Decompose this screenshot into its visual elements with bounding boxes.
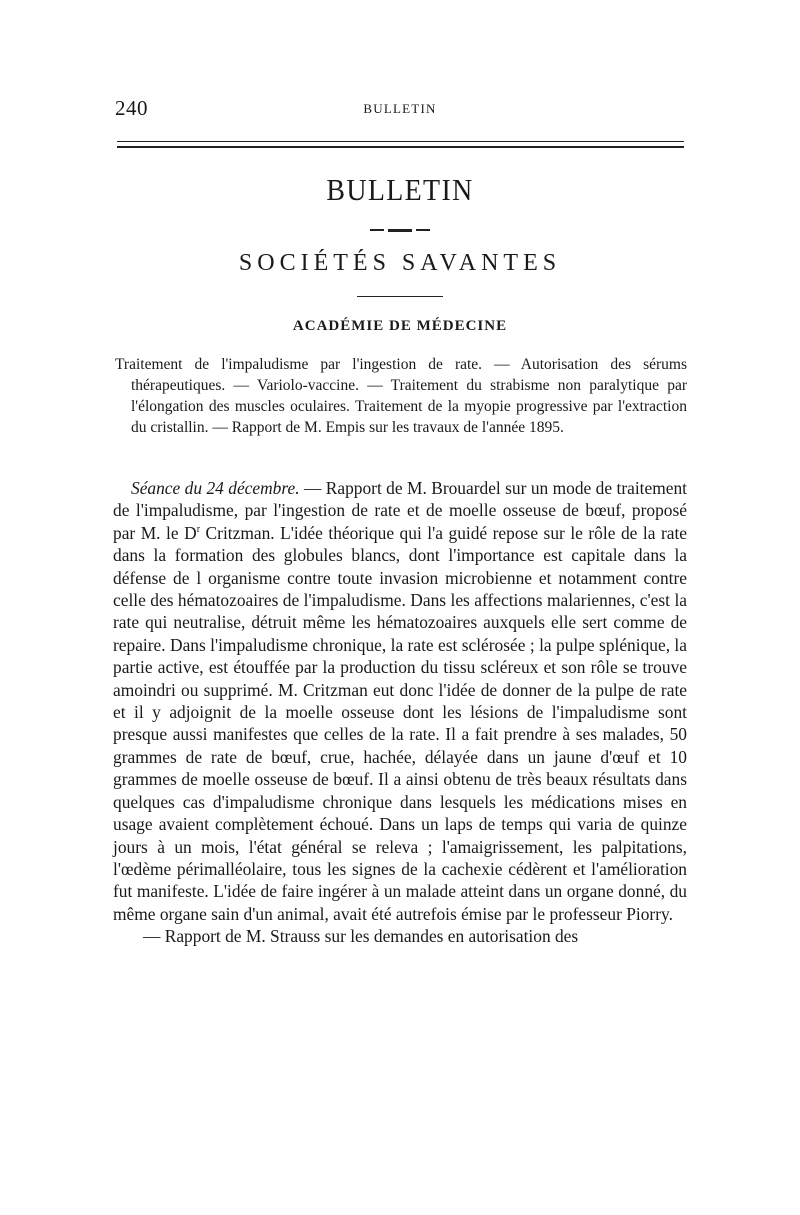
body-paragraph-2: — Rapport de M. Strauss sur les demandes en autorisation des — [143, 926, 579, 947]
academy-title: ACADÉMIE DE MÉDECINE — [292, 318, 508, 334]
page-number: 240 — [115, 96, 148, 120]
section-title: SOCIÉTÉS SAVANTES — [238, 250, 562, 276]
body-paragraph-1 — [113, 477, 687, 925]
body-text — [113, 477, 687, 948]
running-title: BULLETIN — [363, 101, 437, 116]
seance-label: Séance du 24 décembre. — [131, 478, 300, 498]
summary-paragraph: Traitement de l'impaludisme par l'ingestion de rate. — Autorisation des sérums thérapeutiques. — Variolo-vaccine. — Traitement du strabisme non paralytique par l'élongation des muscles oculaires. Traitement de la myopie progressive par l'extraction du cristallin. — Rapport de M. Empis sur les travaux de l'année 1895. — [115, 356, 687, 436]
paragraph-1-part-a: — Rapport de M. Brouardel sur un mode de traitement de l'impaludisme, par l'ingestion de rate et de moelle osseuse de bœuf, proposé par M. le D — [113, 478, 687, 543]
section-rule — [357, 296, 443, 297]
paragraph-1-part-b: Critzman. L'idée théorique qui l'a guidé repose sur le rôle de la rate dans la formation des globules blancs, dont l'importance est capitale dans la défense de l organisme contre toute invasion microbienne et notamment contre celle des hématozoaires de l'impaludisme. Dans les affections malariennes, c'est la rate qui neutralise, détruit même les hématozoaires auxquels elle sert comme de repaire. Dans l'impaludisme chronique, la rate est sclérosée ; la pulpe splénique, la partie active, est étouffée par la production du tissu scléreux et son rôle se trouve amoindri ou supprimé. M. Critzman eut donc l'idée de donner de la pulpe de rate et il y adjoignit de la moelle osseuse dont les lésions de l'impaludisme sont presque aussi manifestes que celles de la rate. Il a fait prendre à ses malades, 50 grammes de rate de bœuf, crue, hachée, délayée dans un jaune d'œuf et 10 grammes de moelle osseuse de bœuf. Il a ainsi obtenu de très beaux résultats dans quelques cas d'impaludisme chronique dans lesquels les médications mises en usage avaient complètement échoué. Dans un laps de temps qui varia de quinze jours à un mois, l'état général se releva ; l'amaigrissement, les palpitations, l'œdème périmalléolaire, tous les signes de la cachexie cédèrent et l'amélioration fut manifeste. L'idée de faire ingérer à un malade atteint dans un organe donné, du même organe sain d'un animal, avait été autrefois émise par le professeur Piorry. — [113, 522, 687, 924]
header-double-rule — [117, 141, 684, 148]
running-head — [115, 96, 685, 122]
doctor-superscript: r — [196, 524, 201, 536]
title-ornament — [370, 229, 430, 232]
main-title: BULLETIN — [326, 172, 474, 207]
